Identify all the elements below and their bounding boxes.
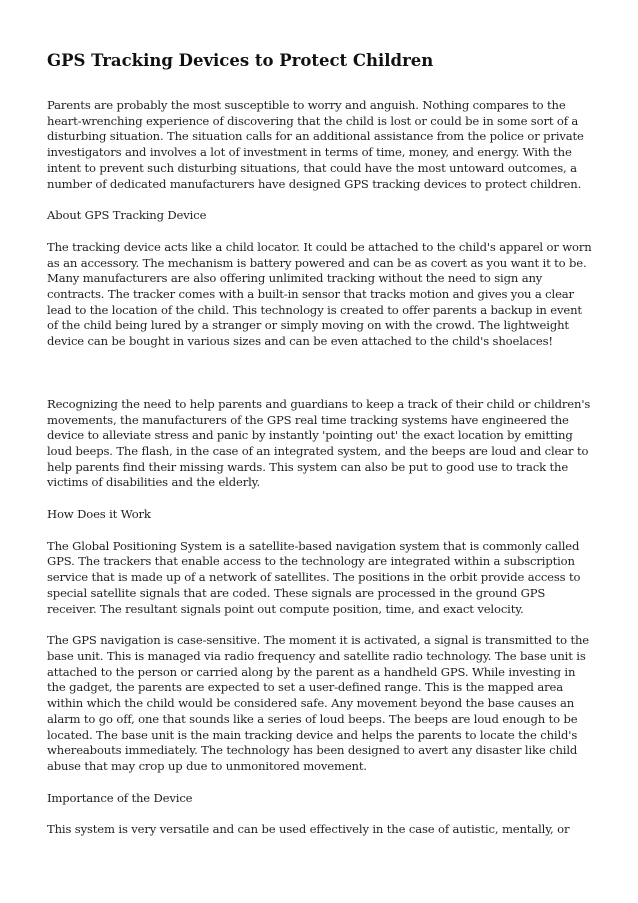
gps-explanation-paragraph: The Global Positioning System is a satellite-based navigation system that is commonly called GPS. The trackers that enable access to the technology are integrated within a subscription service that is made up of a network of satellites. The positions in the orbit provide access to special satellite signals that are coded. These signals are processed in the ground GPS receiver. The resultant signals point out compute position, time, and exact velocity. [47,538,581,616]
section-heading-about: About GPS Tracking Device [47,208,207,223]
intro-paragraph: Parents are probably the most susceptible to worry and anguish. Nothing compares to the heart-wrenching experience of discovering that the child is lost or could be in some sort of a disturbing situation. The situation calls for an additional assistance from the police or private investigators and involves a lot of investment in terms of time, money, and energy. With the intent to prevent such disturbing situations, that could have the most untoward outcomes, a number of dedicated manufacturers have designed GPS tracking devices to protect children. [47,98,584,191]
importance-paragraph: This system is very versatile and can be used effectively in the case of autistic, mentally, or [47,822,570,837]
section-heading-importance: Importance of the Device [47,790,193,805]
navigation-paragraph: The GPS navigation is case-sensitive. The moment it is activated, a signal is transmitted to the base unit. This is managed via radio frequency and satellite radio technology. The base unit is attached to the person or carried along by the parent as a handheld GPS. While investing in the gadget, the parents are expected to set a user-defined range. This is the mapped area within which the child would be considered safe. Any movement beyond the base causes an alarm to go off, one that sounds like a series of loud beeps. The beeps are loud enough to be located. The base unit is the main tracking device and helps the parents to locate the child's whereabouts immediately. The technology has been designed to avert any disaster like child abuse that may crop up due to unmonitored movement. [47,633,590,773]
page-title: GPS Tracking Devices to Protect Children [47,51,434,70]
document-page [47,50,595,838]
section-heading-how-it-works: How Does it Work [47,507,151,522]
recognizing-paragraph: Recognizing the need to help parents and guardians to keep a track of their child or children's movements, the manufacturers of the GPS real time tracking systems have engineered the device to alleviate stress and panic by instantly 'pointing out' the exact location by emitting loud beeps. The flash, in the case of an integrated system, and the beeps are loud and clear to help parents find their missing wards. This system can also be put to good use to track the victims of disabilities and the elderly. [47,396,591,490]
about-paragraph: The tracking device acts like a child locator. It could be attached to the child's apparel or worn as an accessory. The mechanism is battery powered and can be as covert as you want it to be. Many manufacturers are also offering unlimited tracking without the need to sign any contracts. The tracker comes with a built-in sensor that tracks motion and gives you a clear lead to the location of the child. This technology is created to offer parents a backup in event of the child being lured by a stranger or simply moving on with the crowd. The lightweight device can be bought in various sizes and can be even attached to the child's shoelaces! [47,239,592,349]
